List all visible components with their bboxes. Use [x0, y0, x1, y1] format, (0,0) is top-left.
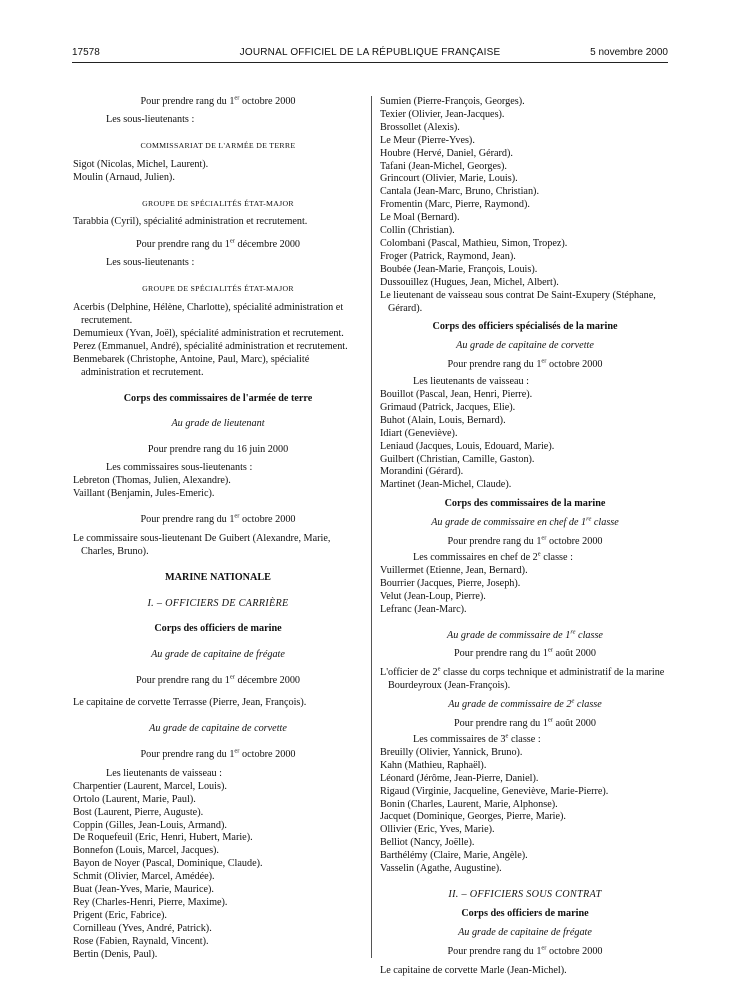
grade-heading: Au grade de capitaine de frégate	[151, 649, 285, 661]
part-heading: I. – OFFICIERS DE CARRIÈRE	[147, 597, 289, 609]
list-item: Houbre (Hervé, Daniel, Gérard).	[380, 147, 513, 159]
grade-heading: Au grade de capitaine de frégate	[458, 926, 592, 938]
list-item: Texier (Olivier, Jean-Jacques).	[380, 108, 505, 120]
list-item: Boubée (Jean-Marie, François, Louis).	[380, 263, 538, 275]
list-item: Bonnefon (Louis, Marcel, Jacques).	[73, 845, 219, 857]
list-item: Belliot (Nancy, Joëlle).	[380, 837, 475, 849]
list-item: Velut (Jean-Loup, Pierre).	[380, 590, 486, 602]
list-item: Lefranc (Jean-Marc).	[380, 603, 467, 615]
list-item: De Roquefeuil (Eric, Henri, Hubert, Marie).	[73, 832, 253, 844]
list-item: L'officier de 2e classe du corps technique et administratif de la marine Bourdeyroux (Jean-François).	[380, 665, 665, 692]
issue-date: 5 novembre 2000	[590, 47, 668, 58]
list-item: Collin (Christian).	[380, 225, 455, 237]
list-item: Dussouillez (Hugues, Jean, Michel, Albert).	[380, 276, 559, 288]
list-item: Martinet (Jean-Michel, Claude).	[380, 479, 512, 491]
list-item: Grimaud (Patrick, Jacques, Elie).	[380, 401, 516, 413]
list-item: Rose (Fabien, Raynald, Vincent).	[73, 935, 209, 947]
right-column	[380, 96, 670, 977]
list-item: Tafani (Jean-Michel, Georges).	[380, 160, 507, 172]
list-item: Léonard (Jérôme, Jean-Pierre, Daniel).	[380, 772, 539, 784]
list-item: Guilbert (Christian, Camille, Gaston).	[380, 453, 535, 465]
list-item: Lebreton (Thomas, Julien, Alexandre).	[73, 475, 231, 487]
section-heading: GROUPE DE SPÉCIALITÉS ÉTAT-MAJOR	[142, 284, 294, 294]
list-item: Cornilleau (Yves, André, Patrick).	[73, 922, 212, 934]
section-heading: Corps des commissaires de l'armée de terre	[123, 392, 313, 404]
list-item: Moulin (Arnaud, Julien).	[73, 171, 175, 183]
rank-date-line: Pour prendre rang du 1er octobre 2000	[447, 944, 603, 957]
list-item: Breuilly (Olivier, Yannick, Bruno).	[380, 746, 523, 758]
rank-date-line: Pour prendre rang du 1er août 2000	[453, 647, 596, 660]
list-item: Cantala (Jean-Marc, Bruno, Christian).	[380, 186, 539, 198]
list-item: Sigot (Nicolas, Michel, Laurent).	[73, 158, 209, 170]
page-header	[72, 47, 668, 61]
left-column	[73, 96, 363, 962]
grade-heading: Au grade de commissaire de 2e classe	[448, 697, 602, 711]
rank-date-line: Pour prendre rang du 1er août 2000	[453, 716, 596, 730]
section-heading: MARINE NATIONALE	[165, 571, 271, 583]
grade-heading: Au grade de commissaire en chef de 1re classe	[431, 515, 619, 529]
list-item: Bouillot (Pascal, Jean, Henri, Pierre).	[380, 389, 533, 401]
list-item: Coppin (Gilles, Jean-Louis, Armand).	[73, 819, 227, 831]
list-item: Le capitaine de corvette Marle (Jean-Michel).	[380, 964, 567, 976]
list-item: Rigaud (Virginie, Jacqueline, Geneviève, Marie-Pierre).	[380, 785, 609, 797]
list-item: Ollivier (Eric, Yves, Marie).	[380, 824, 495, 836]
list-item: Buat (Jean-Yves, Marie, Maurice).	[73, 884, 214, 896]
group-label: Les sous-lieutenants :	[106, 257, 195, 269]
section-heading: Corps des commissaires de la marine	[444, 498, 606, 510]
column-divider	[371, 96, 372, 958]
list-item: Bonin (Charles, Laurent, Marie, Alphonse).	[380, 798, 558, 810]
list-item: Schmit (Olivier, Marcel, Amédée).	[73, 871, 215, 883]
list-item: Barthélémy (Claire, Marie, Angèle).	[380, 850, 528, 862]
list-item: Prigent (Eric, Fabrice).	[73, 909, 167, 921]
list-item: Le Meur (Pierre-Yves).	[380, 134, 475, 146]
list-item: Bourrier (Jacques, Pierre, Joseph).	[380, 577, 521, 589]
list-item: Buhot (Alain, Louis, Bernard).	[380, 414, 506, 426]
page-number: 17578	[72, 47, 100, 58]
part-heading: II. – OFFICIERS SOUS CONTRAT	[448, 888, 602, 900]
rank-date-line: Pour prendre rang du 1er décembre 2000	[135, 673, 301, 687]
section-heading: Corps des officiers spécialisés de la marine	[432, 321, 618, 333]
list-item: Bost (Laurent, Pierre, Auguste).	[73, 806, 204, 818]
list-item: Vasselin (Agathe, Augustine).	[380, 863, 502, 875]
section-heading: COMMISSARIAT DE L'ARMÉE DE TERRE	[140, 140, 296, 150]
list-item: Kahn (Mathieu, Raphaël).	[380, 759, 487, 771]
list-item: Fromentin (Marc, Pierre, Raymond).	[380, 199, 530, 211]
list-item: Jacquet (Dominique, Georges, Pierre, Marie).	[380, 811, 566, 823]
rank-date-line: Pour prendre rang du 1er octobre 2000	[447, 357, 603, 371]
list-item: Vuillermet (Etienne, Jean, Bernard).	[380, 564, 528, 576]
list-item: Grincourt (Olivier, Marie, Louis).	[380, 173, 518, 185]
grade-heading: Au grade de capitaine de corvette	[149, 723, 287, 735]
journal-title: JOURNAL OFFICIEL DE LA RÉPUBLIQUE FRANÇAISE	[239, 47, 501, 58]
grade-heading: Au grade de lieutenant	[171, 418, 265, 430]
list-item: Perez (Emmanuel, André), spécialité administration et recrutement.	[73, 340, 348, 352]
grade-heading: Au grade de capitaine de corvette	[456, 340, 594, 352]
group-label: Les lieutenants de vaisseau :	[106, 767, 222, 779]
list-item: Acerbis (Delphine, Hélène, Charlotte), spécialité administration et recrutement.	[73, 302, 344, 326]
section-heading: Corps des officiers de marine	[154, 623, 282, 635]
grade-heading: Au grade de commissaire de 1re classe	[447, 628, 603, 641]
list-item: Colombani (Pascal, Mathieu, Simon, Tropez).	[380, 237, 568, 249]
list-item: Le capitaine de corvette Terrasse (Pierre, Jean, François).	[73, 697, 307, 709]
list-item: Demumieux (Yvan, Joël), spécialité administration et recrutement.	[73, 327, 344, 339]
header-rule	[72, 62, 668, 63]
rank-date-line: Pour prendre rang du 1er octobre 2000	[140, 747, 296, 760]
rank-date-line: Pour prendre rang du 1er octobre 2000	[140, 94, 296, 107]
group-label: Les commissaires en chef de 2e classe :	[413, 550, 573, 563]
group-label: Les commissaires sous-lieutenants :	[106, 462, 253, 474]
list-item: Idiart (Geneviève).	[380, 427, 458, 439]
list-item: Sumien (Pierre-François, Georges).	[380, 96, 525, 107]
list-item: Leniaud (Jacques, Louis, Edouard, Marie).	[380, 440, 555, 452]
rank-date-line: Pour prendre rang du 1er décembre 2000	[135, 237, 301, 251]
list-item: Le lieutenant de vaisseau sous contrat De Saint-Exupery (Stéphane, Gérard).	[380, 289, 656, 314]
rank-date-line: Pour prendre rang du 1er octobre 2000	[140, 512, 296, 525]
list-item: Charpentier (Laurent, Marcel, Louis).	[73, 780, 227, 792]
list-item: Vaillant (Benjamin, Jules-Emeric).	[73, 488, 215, 500]
rank-date-line: Pour prendre rang du 16 juin 2000	[147, 444, 289, 456]
list-item: Brossollet (Alexis).	[380, 121, 460, 133]
list-item: Bertin (Denis, Paul).	[73, 948, 158, 960]
group-label: Les commissaires de 3e classe :	[413, 732, 541, 745]
list-item: Froger (Patrick, Raymond, Jean).	[380, 250, 516, 262]
group-label: Les lieutenants de vaisseau :	[413, 376, 529, 388]
list-item: Bayon de Noyer (Pascal, Dominique, Claude).	[73, 858, 263, 870]
list-item: Ortolo (Laurent, Marie, Paul).	[73, 793, 196, 805]
list-item: Le Moal (Bernard).	[380, 212, 460, 224]
list-item: Le commissaire sous-lieutenant De Guibert (Alexandre, Marie, Charles, Bruno).	[73, 532, 331, 557]
list-item: Rey (Charles-Henri, Pierre, Maxime).	[73, 896, 228, 908]
section-heading: GROUPE DE SPÉCIALITÉS ÉTAT-MAJOR	[142, 198, 294, 208]
list-item: Tarabbia (Cyril), spécialité administration et recrutement.	[73, 216, 308, 228]
section-heading: Corps des officiers de marine	[461, 907, 589, 919]
rank-date-line: Pour prendre rang du 1er octobre 2000	[447, 534, 603, 548]
list-item: Morandini (Gérard).	[380, 466, 464, 478]
group-label: Les sous-lieutenants :	[106, 113, 195, 125]
list-item: Benmebarek (Christophe, Antoine, Paul, Marc), spécialité administration et recrutement.	[73, 353, 310, 378]
